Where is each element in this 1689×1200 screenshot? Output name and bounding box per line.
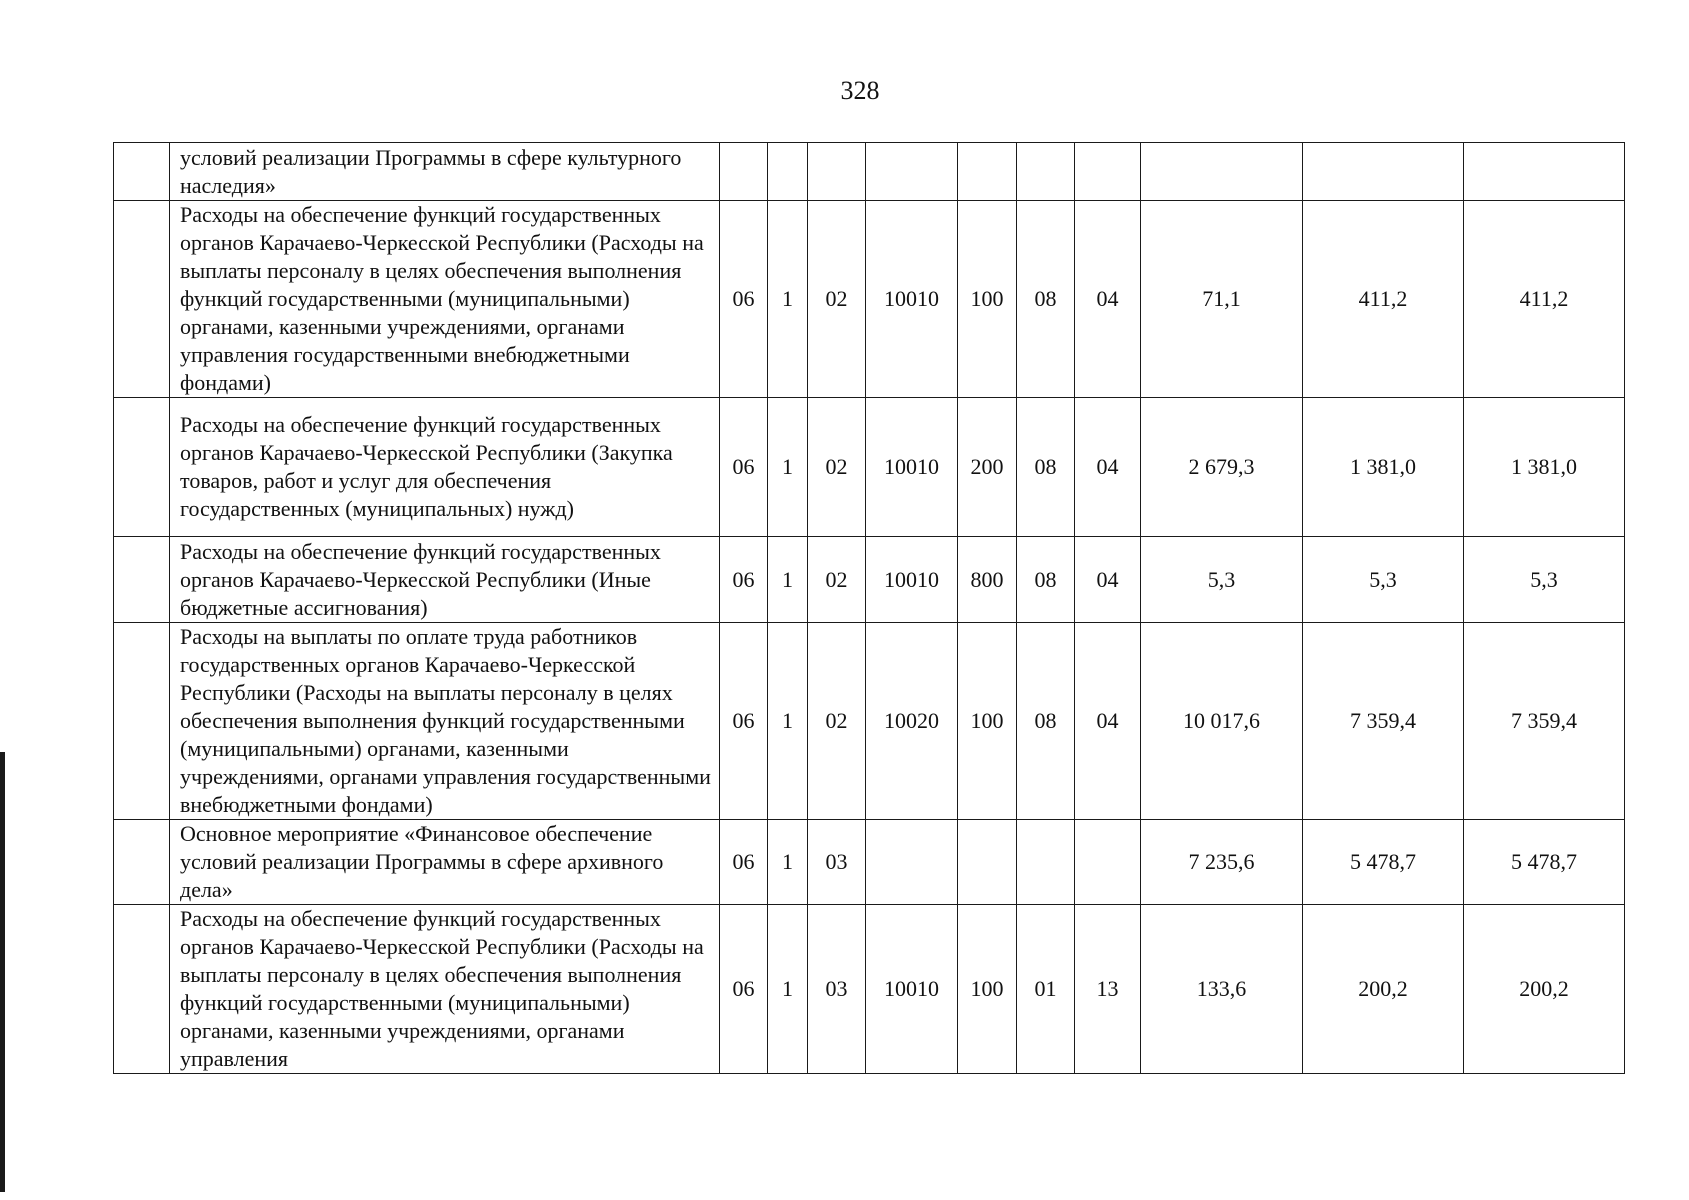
amount-year-3: 1 381,0: [1464, 398, 1625, 537]
row-number-cell: [114, 820, 170, 905]
code-subprogram: 02: [808, 623, 866, 820]
table-row: [114, 537, 1625, 623]
amount-year-1: 2 679,3: [1141, 398, 1303, 537]
code-program: [768, 143, 808, 201]
amount-year-3: 200,2: [1464, 905, 1625, 1074]
row-description: Расходы на обеспечение функций государственных органов Карачаево-Черкесской Республики (Расходы на выплаты персоналу в целях обеспечения выполнения функций государственными (муниципальными) органами, казенными учреждениями, органами управления: [170, 905, 720, 1074]
amount-year-2: 5 478,7: [1303, 820, 1464, 905]
amount-year-1: 71,1: [1141, 201, 1303, 398]
table-row: [114, 623, 1625, 820]
code-subsection: [1075, 143, 1141, 201]
code-program: 1: [768, 820, 808, 905]
row-description: Расходы на выплаты по оплате труда работников государственных органов Карачаево-Черкесской Республики (Расходы на выплаты персоналу в целях обеспечения выполнения функций государственными (муниципальными) органами, казенными учреждениями, органами управления государственными внебюджетными фондами): [170, 623, 720, 820]
code-program: 1: [768, 201, 808, 398]
code-subsection: 04: [1075, 537, 1141, 623]
scan-margin-bar: [0, 752, 5, 1192]
row-number-cell: [114, 537, 170, 623]
code-direction: 10010: [866, 398, 958, 537]
amount-year-2: 411,2: [1303, 201, 1464, 398]
code-subprogram: 02: [808, 201, 866, 398]
table-row: [114, 201, 1625, 398]
code-subsection: 04: [1075, 398, 1141, 537]
amount-year-3: 5,3: [1464, 537, 1625, 623]
code-program: 1: [768, 398, 808, 537]
code-direction: 10020: [866, 623, 958, 820]
row-description: Расходы на обеспечение функций государственных органов Карачаево-Черкесской Республики (Иные бюджетные ассигнования): [170, 537, 720, 623]
code-ministry: 06: [720, 905, 768, 1074]
code-section: 08: [1017, 398, 1075, 537]
row-number-cell: [114, 201, 170, 398]
amount-year-1: 7 235,6: [1141, 820, 1303, 905]
code-section: [1017, 820, 1075, 905]
code-subsection: 13: [1075, 905, 1141, 1074]
code-direction: 10010: [866, 201, 958, 398]
code-ministry: 06: [720, 820, 768, 905]
table-row: [114, 143, 1625, 201]
amount-year-2: 1 381,0: [1303, 398, 1464, 537]
row-number-cell: [114, 143, 170, 201]
amount-year-1: [1141, 143, 1303, 201]
page-number: 328: [840, 76, 880, 105]
code-expense-type: 100: [958, 201, 1017, 398]
code-section: 08: [1017, 201, 1075, 398]
code-direction: [866, 143, 958, 201]
code-ministry: [720, 143, 768, 201]
code-section: 08: [1017, 623, 1075, 820]
code-expense-type: 200: [958, 398, 1017, 537]
code-ministry: 06: [720, 398, 768, 537]
amount-year-1: 133,6: [1141, 905, 1303, 1074]
row-number-cell: [114, 905, 170, 1074]
amount-year-1: 10 017,6: [1141, 623, 1303, 820]
amount-year-3: [1464, 143, 1625, 201]
code-subprogram: [808, 143, 866, 201]
amount-year-3: 411,2: [1464, 201, 1625, 398]
code-subprogram: 03: [808, 820, 866, 905]
code-section: 01: [1017, 905, 1075, 1074]
code-expense-type: [958, 143, 1017, 201]
code-section: 08: [1017, 537, 1075, 623]
code-subsection: 04: [1075, 201, 1141, 398]
code-ministry: 06: [720, 201, 768, 398]
amount-year-2: [1303, 143, 1464, 201]
row-number-cell: [114, 623, 170, 820]
row-description: Расходы на обеспечение функций государственных органов Карачаево-Черкесской Республики (Закупка товаров, работ и услуг для обеспечения государственных (муниципальных) нужд): [170, 398, 720, 537]
code-subprogram: 02: [808, 537, 866, 623]
code-section: [1017, 143, 1075, 201]
row-description: Расходы на обеспечение функций государственных органов Карачаево-Черкесской Республики (Расходы на выплаты персоналу в целях обеспечения выполнения функций государственными (муниципальными) органами, казенными учреждениями, органами управления государственными внебюджетными фондами): [170, 201, 720, 398]
code-program: 1: [768, 623, 808, 820]
code-expense-type: 800: [958, 537, 1017, 623]
row-description: условий реализации Программы в сфере культурного наследия»: [170, 143, 720, 201]
table-row: [114, 398, 1625, 537]
amount-year-3: 5 478,7: [1464, 820, 1625, 905]
code-subsection: 04: [1075, 623, 1141, 820]
code-direction: 10010: [866, 905, 958, 1074]
code-subprogram: 02: [808, 398, 866, 537]
budget-table: [113, 142, 1625, 1074]
code-program: 1: [768, 537, 808, 623]
code-direction: [866, 820, 958, 905]
code-expense-type: 100: [958, 905, 1017, 1074]
amount-year-2: 5,3: [1303, 537, 1464, 623]
table-row: [114, 820, 1625, 905]
amount-year-3: 7 359,4: [1464, 623, 1625, 820]
code-ministry: 06: [720, 623, 768, 820]
code-subprogram: 03: [808, 905, 866, 1074]
table-row: [114, 905, 1625, 1074]
code-ministry: 06: [720, 537, 768, 623]
amount-year-2: 200,2: [1303, 905, 1464, 1074]
row-description: Основное мероприятие «Финансовое обеспечение условий реализации Программы в сфере архивного дела»: [170, 820, 720, 905]
amount-year-1: 5,3: [1141, 537, 1303, 623]
code-expense-type: [958, 820, 1017, 905]
code-expense-type: 100: [958, 623, 1017, 820]
code-subsection: [1075, 820, 1141, 905]
row-number-cell: [114, 398, 170, 537]
code-program: 1: [768, 905, 808, 1074]
amount-year-2: 7 359,4: [1303, 623, 1464, 820]
code-direction: 10010: [866, 537, 958, 623]
